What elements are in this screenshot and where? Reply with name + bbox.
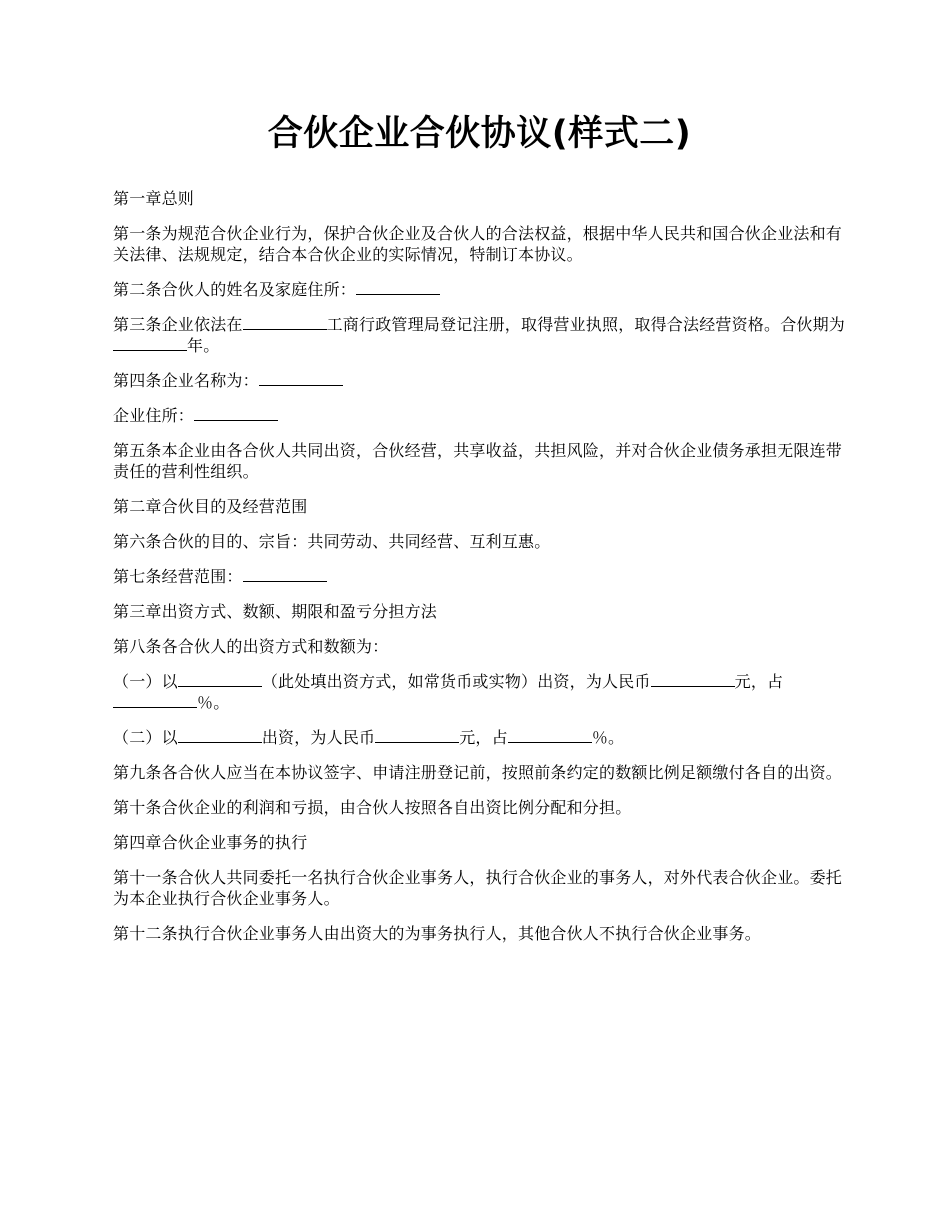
paragraph bbox=[113, 279, 846, 300]
fill-in-blank bbox=[375, 728, 459, 743]
paragraph bbox=[113, 405, 846, 426]
paragraph bbox=[113, 923, 846, 944]
paragraph bbox=[113, 797, 846, 818]
paragraph-text: 工商行政管理局登记注册，取得营业执照，取得合法经营资格。合伙期为 bbox=[326, 315, 846, 334]
fill-in-blank bbox=[178, 728, 262, 743]
paragraph-text: 企业住所： bbox=[113, 406, 195, 425]
paragraph bbox=[113, 314, 846, 356]
paragraph bbox=[113, 636, 846, 657]
paragraph-text: （一）以 bbox=[113, 672, 178, 691]
fill-in-blank bbox=[113, 336, 187, 351]
paragraph bbox=[113, 601, 846, 622]
fill-in-blank bbox=[178, 672, 262, 687]
paragraph-text: 元，占 bbox=[459, 728, 508, 747]
paragraph-text: （二）以 bbox=[113, 728, 178, 747]
fill-in-blank bbox=[508, 728, 592, 743]
paragraph-text: 第二章合伙目的及经营范围 bbox=[113, 497, 308, 516]
paragraph-text: 第十条合伙企业的利润和亏损，由合伙人按照各自出资比例分配和分担。 bbox=[113, 798, 632, 817]
paragraph bbox=[113, 370, 846, 391]
paragraph bbox=[113, 188, 846, 209]
paragraph-text: 第一章总则 bbox=[113, 189, 195, 208]
paragraph bbox=[113, 531, 846, 552]
paragraph-text: 第十一条合伙人共同委托一名执行合伙企业事务人，执行合伙企业的事务人，对外代表合伙企业。委托为本企业执行合伙企业事务人。 bbox=[113, 868, 843, 908]
paragraph-text: 第二条合伙人的姓名及家庭住所： bbox=[113, 280, 357, 299]
fill-in-blank bbox=[113, 693, 197, 708]
fill-in-blank bbox=[194, 406, 278, 421]
paragraph-text: 第四条企业名称为： bbox=[113, 371, 259, 390]
document-body bbox=[113, 188, 846, 944]
paragraph bbox=[113, 832, 846, 853]
paragraph-text: （此处填出资方式，如常货币或实物）出资，为人民币 bbox=[261, 672, 651, 691]
paragraph-text: 第九条各合伙人应当在本协议签字、申请注册登记前，按照前条约定的数额比例足额缴付各自的出资。 bbox=[113, 763, 843, 782]
paragraph-text: 第八条各合伙人的出资方式和数额为： bbox=[113, 637, 389, 656]
paragraph bbox=[113, 867, 846, 909]
fill-in-blank bbox=[356, 280, 440, 295]
paragraph bbox=[113, 671, 846, 713]
paragraph-text: 第十二条执行合伙企业事务人由出资大的为事务执行人，其他合伙人不执行合伙企业事务。 bbox=[113, 924, 762, 943]
paragraph-text: ％。 bbox=[197, 693, 230, 712]
paragraph-text: 第五条本企业由各合伙人共同出资，合伙经营，共享收益，共担风险，并对合伙企业债务承担无限连带责任的营利性组织。 bbox=[113, 441, 843, 481]
paragraph bbox=[113, 762, 846, 783]
paragraph bbox=[113, 566, 846, 587]
paragraph-text: ％。 bbox=[591, 728, 625, 747]
paragraph bbox=[113, 496, 846, 517]
document-title: 合伙企业合伙协议(样式二) bbox=[267, 114, 692, 154]
fill-in-blank bbox=[243, 315, 327, 330]
fill-in-blank bbox=[243, 567, 327, 582]
paragraph-text: 第一条为规范合伙企业行为，保护合伙企业及合伙人的合法权益，根据中华人民共和国合伙企业法和有关法律、法规规定，结合本合伙企业的实际情况，特制订本协议。 bbox=[113, 224, 843, 264]
paragraph-text: 第三章出资方式、数额、期限和盈亏分担方法 bbox=[113, 602, 438, 621]
paragraph-text: 第七条经营范围： bbox=[113, 567, 243, 586]
paragraph-text: 第六条合伙的目的、宗旨：共同劳动、共同经营、互利互惠。 bbox=[113, 532, 551, 551]
paragraph bbox=[113, 223, 846, 265]
paragraph-text: 第三条企业依法在 bbox=[113, 315, 243, 334]
fill-in-blank bbox=[651, 672, 735, 687]
paragraph bbox=[113, 727, 846, 748]
paragraph-text: 年。 bbox=[187, 336, 220, 355]
fill-in-blank bbox=[259, 371, 343, 386]
paragraph bbox=[113, 440, 846, 482]
paragraph-text: 第四章合伙企业事务的执行 bbox=[113, 833, 308, 852]
paragraph-text: 出资，为人民币 bbox=[261, 728, 376, 747]
paragraph-text: 元，占 bbox=[734, 672, 784, 691]
